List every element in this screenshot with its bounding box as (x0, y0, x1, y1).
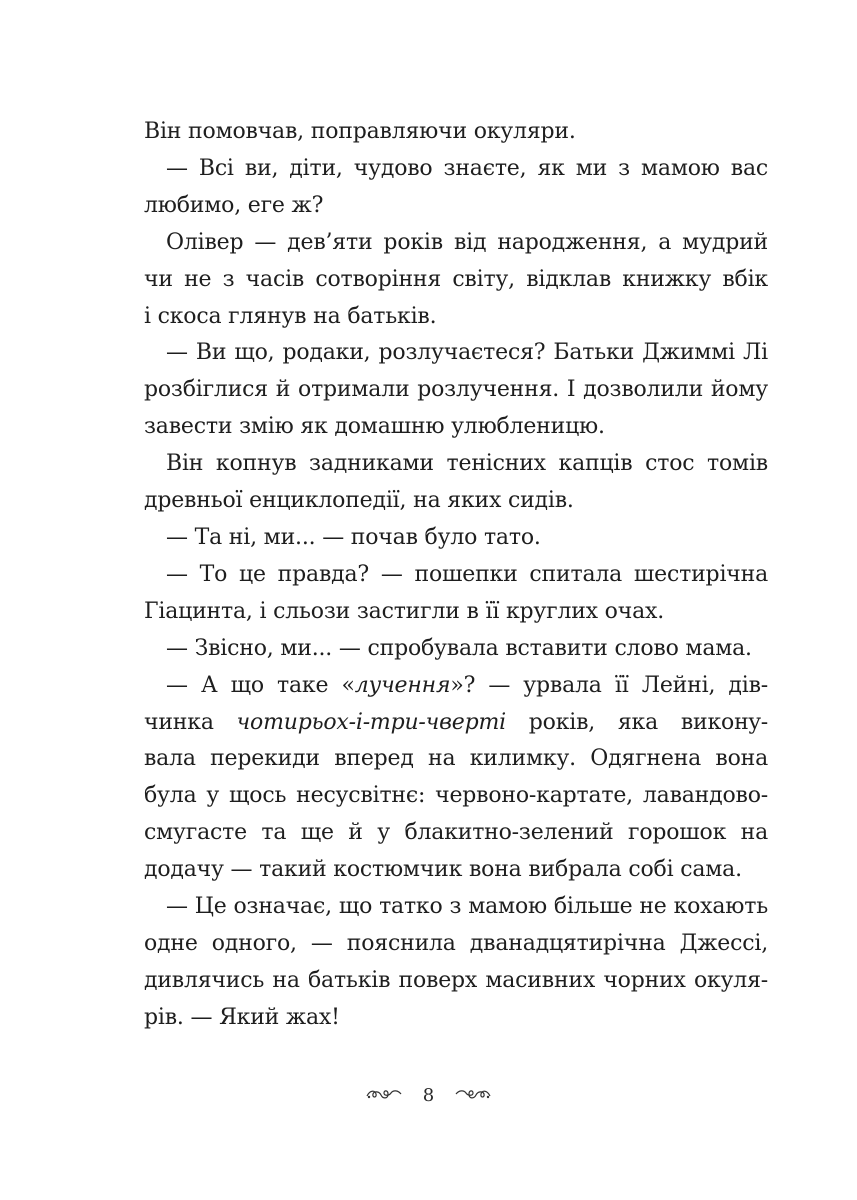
text-line: завести змію як домашню улюбленицю. (144, 414, 605, 440)
text-line: — Ви що, родаки, розлучаєтеся? Батьки Джиммі Лі (166, 340, 768, 366)
text-line: — То це правда? — пошепки спитала шестирічна (166, 561, 768, 587)
text-line: — Звісно, ми... — спробувала вставити слово мама. (166, 635, 752, 661)
text-line (144, 668, 768, 705)
text-segment: »? — урвала її Лейні, дів- (450, 672, 768, 698)
text-line: Він помовчав, поправляючи окуляри. (144, 119, 576, 144)
page-number: 8 (422, 1084, 435, 1106)
text-line: вала перекиди вперед на килимку. Одягнена вона (144, 746, 768, 772)
text-line: і скоса глянув на батьків. (144, 303, 437, 329)
text-line: любимо, еге ж? (144, 192, 324, 218)
italic-word: чотирьох-і-три-чверті (236, 709, 506, 735)
body-text (144, 114, 768, 1037)
text-line: дивлячись на батьків поверх масивних чорних окуля- (144, 967, 768, 993)
text-line: рів. — Який жах! (144, 1004, 340, 1030)
text-line: древньої енциклопедії, на яких сидів. (144, 488, 574, 514)
text-segment: років, яка виконy- (505, 709, 768, 735)
text-line: — Це означає, що татко з мамою більше не кохають (166, 894, 768, 920)
text-line: — Та ні, ми... — почав було тато. (166, 524, 541, 550)
text-line (144, 705, 768, 742)
italic-word: лучення (354, 672, 451, 698)
text-line: — Всі ви, діти, чудово знаєте, як ми з мамою вас (166, 155, 768, 181)
text-segment: чинка (144, 709, 237, 735)
text-line: чи не з часів сотворіння світу, відклав книжку вбік (144, 266, 768, 292)
text-line: Гіацинта, і сльози застигли в її круглих очах. (144, 598, 664, 624)
page-footer (0, 1084, 857, 1106)
text-line: була у щось несусвітнє: червоно-картате, лавандово- (144, 783, 768, 809)
text-line: розбіглися й отримали розлучення. І дозволили йому (144, 377, 768, 403)
text-line: додачу — такий костюмчик вона вибрала собі сама. (144, 857, 742, 883)
left-ornament-icon (365, 1085, 403, 1106)
right-ornament-icon (454, 1085, 492, 1106)
text-segment: — А що таке « (166, 672, 355, 698)
text-line: смугасте та ще й у блакитно-зелений горошок на (144, 820, 768, 846)
text-line: Він копнув задниками тенісних капців стос томів (166, 451, 768, 477)
text-line: Олівер — дев’яти років від народження, а мудрий (166, 229, 768, 255)
text-line: одне одного, — пояснила дванадцятирічна Джессі, (144, 930, 768, 956)
